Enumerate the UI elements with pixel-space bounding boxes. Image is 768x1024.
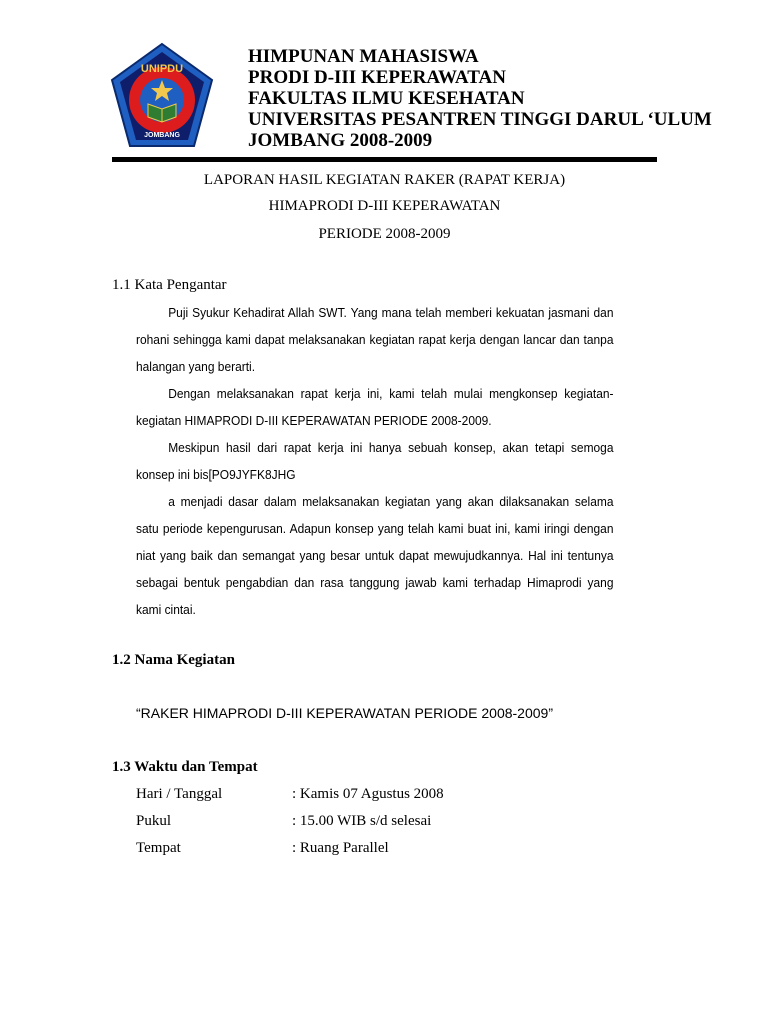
- letterhead-divider: [112, 157, 657, 162]
- report-title-3: PERIODE 2008-2009: [318, 226, 451, 242]
- unipdu-logo: [110, 42, 214, 154]
- schedule-row: [136, 813, 536, 840]
- logo-bottom-text: JOMBANG: [144, 132, 180, 139]
- report-title-2: HIMAPRODI D-III KEPERAWATAN: [268, 198, 501, 214]
- section-2-heading: 1.2 Nama Kegiatan: [112, 652, 235, 668]
- letterhead-line-5: JOMBANG 2008-2009: [248, 130, 433, 151]
- report-title-1: LAPORAN HASIL KEGIATAN RAKER (RAPAT KERJA): [203, 172, 566, 188]
- paragraph-2: Dengan melaksanakan rapat kerja ini, kami telah mulai mengkonsep kegiatan-kegiatan HIMAPRODI D-III KEPERAWATAN PERIODE 2008-2009.: [136, 386, 614, 428]
- letterhead-line-2: PRODI D-III KEPERAWATAN: [248, 67, 506, 88]
- letterhead-line-4: UNIVERSITAS PESANTREN TINGGI DARUL ‘ULUM: [248, 109, 712, 130]
- schedule-table: [136, 786, 536, 867]
- schedule-value: : Ruang Parallel: [292, 840, 389, 856]
- paragraph-1: Puji Syukur Kehadirat Allah SWT. Yang mana telah memberi kekuatan jasmani dan rohani sehingga kami dapat melaksanakan kegiatan rapat kerja dengan lancar dan tanpa halangan yang berarti.: [136, 305, 614, 374]
- schedule-value: : 15.00 WIB s/d selesai: [292, 813, 432, 829]
- schedule-row: [136, 840, 536, 867]
- schedule-value: : Kamis 07 Agustus 2008: [292, 786, 444, 802]
- section-3-heading: 1.3 Waktu dan Tempat: [112, 759, 258, 775]
- schedule-label: Pukul: [136, 813, 172, 829]
- logo-top-text: UNIPDU: [140, 63, 184, 75]
- letterhead-line-1: HIMPUNAN MAHASISWA: [248, 46, 479, 67]
- schedule-label: Tempat: [136, 840, 181, 856]
- schedule-label: Hari / Tanggal: [136, 786, 223, 802]
- letterhead-line-3: FAKULTAS ILMU KESEHATAN: [248, 88, 525, 109]
- letterhead: [248, 46, 712, 151]
- activity-name: “RAKER HIMAPRODI D-III KEPERAWATAN PERIODE 2008-2009”: [136, 705, 553, 721]
- section-1-body: [136, 299, 613, 623]
- paragraph-4: a menjadi dasar dalam melaksanakan kegiatan yang akan dilaksanakan selama satu periode kepengurusan. Adapun konsep yang telah kami buat ini, kami iringi dengan niat yang baik dan semangat yang besar untuk dapat mewujudkannya. Hal ini tentunya sebagai bentuk pengabdian dan rasa tanggung jawab kami terhadap Himaprodi yang kami cintai.: [136, 494, 614, 617]
- section-1-heading: 1.1 Kata Pengantar: [112, 277, 227, 293]
- paragraph-3: Meskipun hasil dari rapat kerja ini hanya sebuah konsep, akan tetapi semoga konsep ini bis[PO9JYFK8JHG: [136, 440, 614, 482]
- schedule-row: [136, 786, 536, 813]
